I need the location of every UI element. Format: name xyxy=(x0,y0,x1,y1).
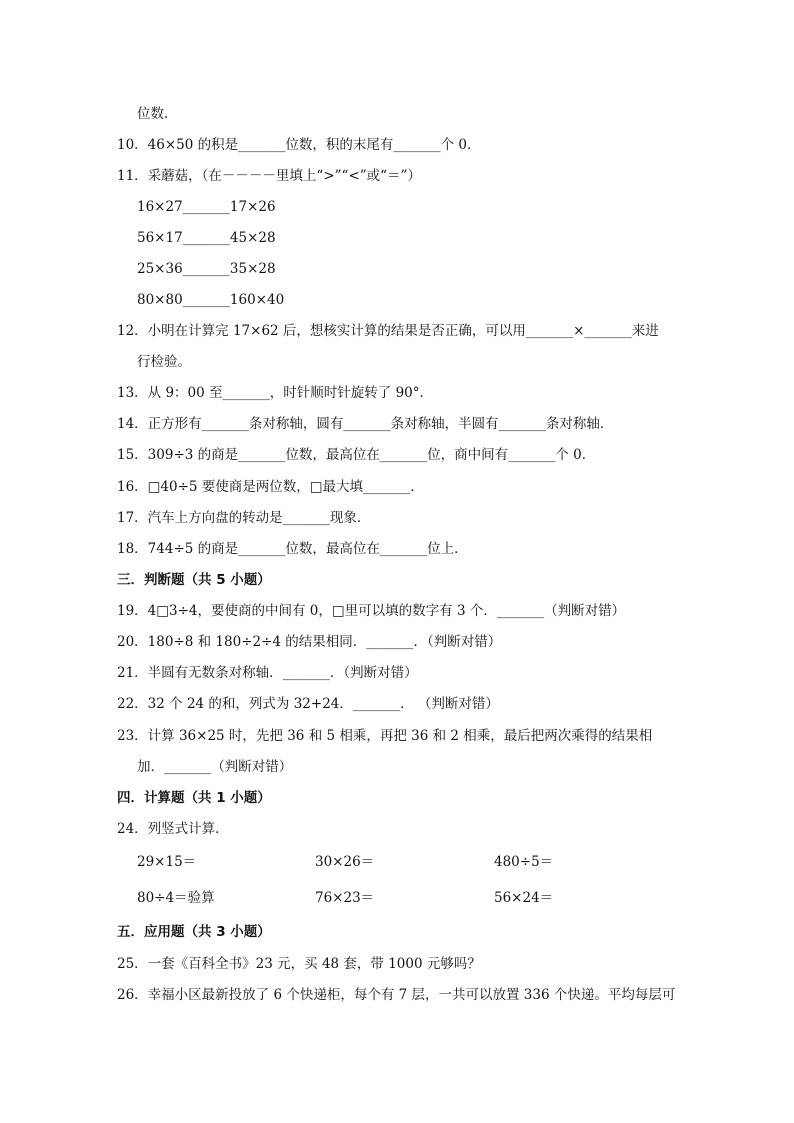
question-13: 13．从 9：00 至_______，时针顺时针旋转了 90°． xyxy=(117,385,433,401)
question-22: 22．32 个 24 的和，列式为 32+24．_______． （判断对错） xyxy=(117,696,499,712)
section-4-heading: 四．计算题（共 1 小题） xyxy=(117,790,271,806)
question-11-item-a: 16×27_______17×26 xyxy=(137,199,276,215)
question-23: 23．计算 36×25 时，先把 36 和 5 相乘，再把 36 和 2 相乘，最后把两次乘得的结果相 xyxy=(117,728,653,744)
calc-item-6: 56×24＝ xyxy=(494,890,554,906)
question-12-continuation: 行检验。 xyxy=(137,354,191,370)
question-14: 14．正方形有_______条对称轴，圆有_______条对称轴，半圆有_______条对称轴． xyxy=(117,416,614,432)
question-11-item-d: 80×80_______160×40 xyxy=(137,292,285,308)
calc-item-5: 76×23＝ xyxy=(315,890,375,906)
question-11-item-c: 25×36_______35×28 xyxy=(137,261,276,277)
calc-item-3: 480÷5＝ xyxy=(494,854,554,870)
question-21: 21．半圆有无数条对称轴．_______．（判断对错） xyxy=(117,665,418,681)
question-26: 26．幸福小区最新投放了 6 个快递柜，每个有 7 层，一共可以放置 336 个快递。平均每层可 xyxy=(117,987,676,1003)
calc-item-4: 80÷4＝验算 xyxy=(137,890,215,906)
question-23-continuation: 加．_______（判断对错） xyxy=(137,759,293,775)
section-3-heading: 三．判断题（共 5 小题） xyxy=(117,572,271,588)
question-15: 15．309÷3 的商是_______位数，最高位在_______位，商中间有_______个 0． xyxy=(117,447,596,463)
question-19: 19．4□3÷4，要使商的中间有 0，□里可以填的数字有 3 个．_______（判断对错） xyxy=(117,603,626,619)
question-10: 10．46×50 的积是_______位数，积的末尾有_______个 0． xyxy=(117,137,481,153)
question-17: 17．汽车上方向盘的转动是_______现象． xyxy=(117,510,371,526)
line-continuation: 位数． xyxy=(137,106,178,122)
section-5-heading: 五．应用题（共 3 小题） xyxy=(117,924,271,940)
calc-item-2: 30×26＝ xyxy=(315,854,375,870)
question-24: 24．列竖式计算． xyxy=(117,821,229,837)
question-20: 20．180÷8 和 180÷2÷4 的结果相同．_______．（判断对错） xyxy=(117,634,502,650)
question-25: 25．一套《百科全书》23 元，买 48 套，带 1000 元够吗？ xyxy=(117,956,481,972)
question-16: 16．□40÷5 要使商是两位数，□最大填_______． xyxy=(117,479,424,495)
question-11-item-b: 56×17_______45×28 xyxy=(137,230,276,246)
question-18: 18．744÷5 的商是_______位数，最高位在_______位上． xyxy=(117,541,468,557)
question-12: 12．小明在计算完 17×62 后，想核实计算的结果是否正确，可以用_______×_______来进 xyxy=(117,323,659,339)
calc-item-1: 29×15＝ xyxy=(137,854,197,870)
question-11: 11．采蘑菇，（在－－－－里填上“>”“<”或“＝”） xyxy=(117,168,421,184)
